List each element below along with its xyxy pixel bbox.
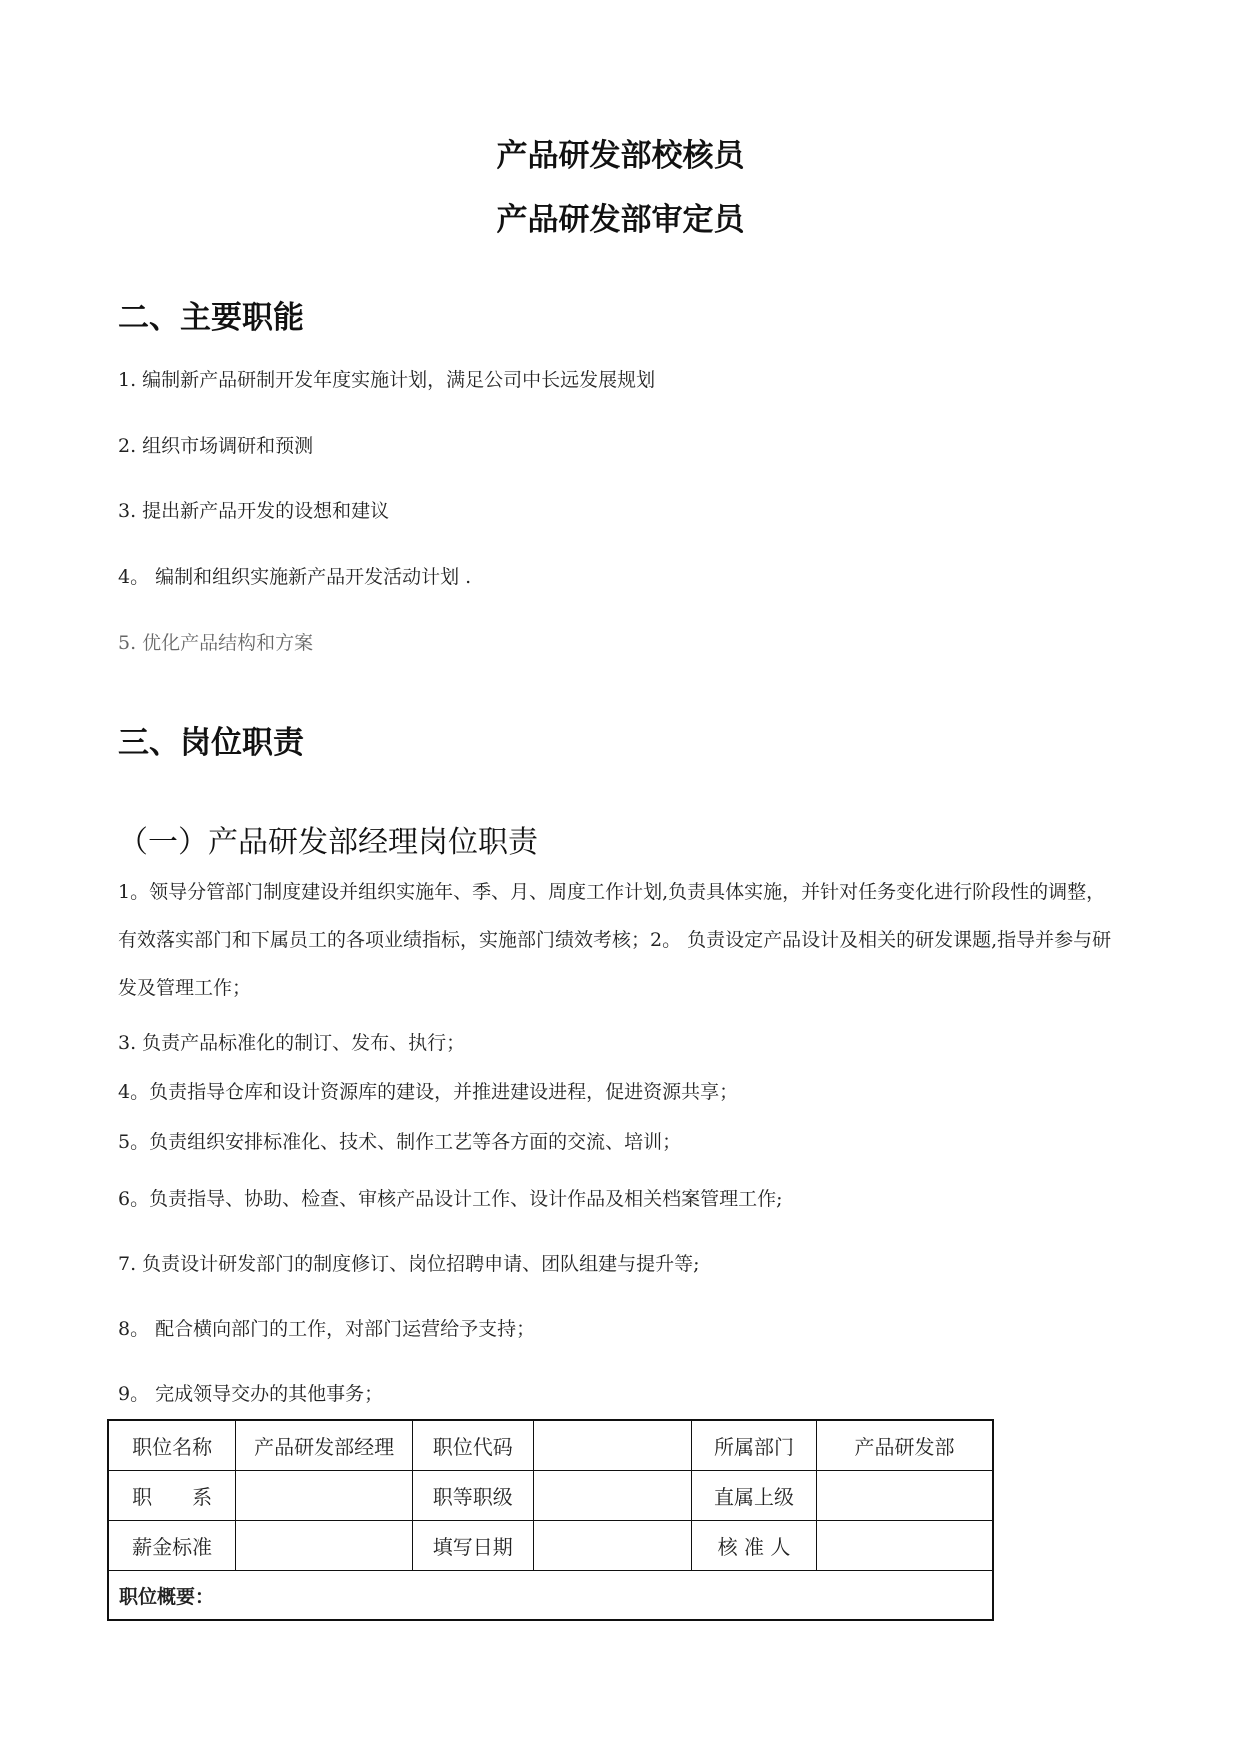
table-cell-label: 直属上级 (692, 1471, 817, 1521)
section2-item: 4。 编制和组织实施新产品开发活动计划 . (118, 566, 472, 588)
table-cell-value: 产品研发部 (816, 1420, 993, 1471)
section2-item: 2. 组织市场调研和预测 (118, 435, 314, 457)
section2-item: 3. 提出新产品开发的设想和建议 (118, 500, 390, 522)
table-cell-value (533, 1521, 692, 1571)
table-cell-label: 核 准 人 (692, 1521, 817, 1571)
duty-item: 8。 配合横向部门的工作，对部门运营给予支持； (118, 1318, 536, 1340)
table-cell-label: 职位名称 (108, 1420, 236, 1471)
duty-item: 9。 完成领导交办的其他事务； (118, 1383, 384, 1405)
doc-title-1: 产品研发部校核员 (496, 138, 745, 174)
section3-subheading: （一）产品研发部经理岗位职责 (118, 825, 538, 860)
doc-title-2: 产品研发部审定员 (496, 202, 745, 238)
table-cell-value (533, 1471, 692, 1521)
table-row (108, 1571, 993, 1621)
table-row (108, 1420, 993, 1471)
table-cell-value (236, 1521, 413, 1571)
position-info-table (107, 1419, 994, 1621)
duty-paragraph: 1。领导分管部门制度建设并组织实施年、季、月、周度工作计划,负责具体实施，并针对任务变化进行阶段性的调整，有效落实部门和下属员工的各项业绩指标，实施部门绩效考核；2。 负责设定产品设计及相关的研发课题,指导并参与研发及管理工作； (118, 881, 1112, 999)
duty-item: 7. 负责设计研发部门的制度修订、岗位招聘申请、团队组建与提升等; (118, 1253, 700, 1275)
table-cell-label: 薪金标准 (108, 1521, 236, 1571)
table-cell-value (533, 1420, 692, 1471)
table-row (108, 1521, 993, 1571)
table-cell-label: 职位代码 (412, 1420, 533, 1471)
duty-item: 5。负责组织安排标准化、技术、制作工艺等各方面的交流、培训； (118, 1131, 682, 1153)
position-summary-label: 职位概要： (108, 1571, 993, 1621)
table-cell-label: 职 系 (108, 1471, 236, 1521)
table-cell-value (236, 1471, 413, 1521)
table-cell-label: 所属部门 (692, 1420, 817, 1471)
table-cell-label: 填写日期 (412, 1521, 533, 1571)
duty-item: 4。负责指导仓库和设计资源库的建设，并推进建设进程，促进资源共享； (118, 1081, 739, 1103)
table-cell-value (816, 1471, 993, 1521)
table-cell-value (816, 1521, 993, 1571)
duty-item: 6。负责指导、协助、检查、审核产品设计工作、设计作品及相关档案管理工作; (118, 1188, 783, 1210)
table-row (108, 1471, 993, 1521)
section2-heading: 二、主要职能 (118, 300, 304, 336)
table-cell-value: 产品研发部经理 (236, 1420, 413, 1471)
section3-heading: 三、岗位职责 (118, 725, 304, 761)
table-cell-label: 职等职级 (412, 1471, 533, 1521)
section2-item: 5. 优化产品结构和方案 (118, 632, 314, 654)
duty-item: 3. 负责产品标准化的制订、发布、执行； (118, 1032, 466, 1054)
section2-item: 1. 编制新产品研制开发年度实施计划，满足公司中长远发展规划 (118, 369, 656, 391)
